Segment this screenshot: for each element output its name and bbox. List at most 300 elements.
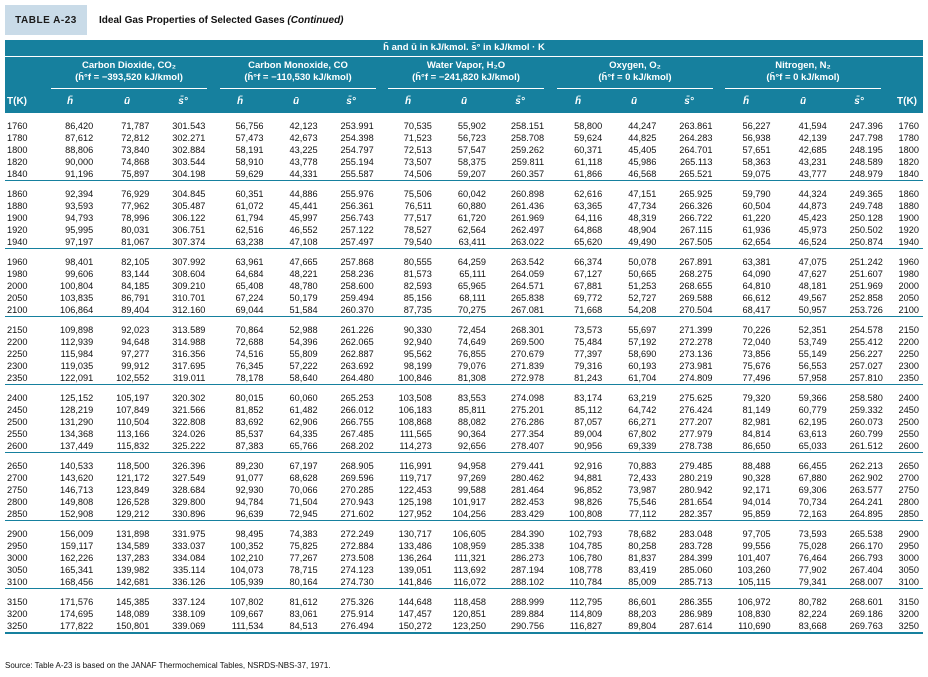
value-cell: 273.508 — [340, 553, 374, 563]
value-cell: 61,118 — [574, 157, 603, 167]
value-cell: 317.695 — [172, 361, 206, 371]
value-cell: 112,939 — [60, 337, 94, 347]
value-cell: 324.026 — [172, 429, 206, 439]
value-cell: 44,886 — [289, 189, 318, 199]
value-cell: 63,411 — [458, 237, 486, 247]
value-cell: 277.207 — [679, 417, 713, 427]
value-cell: 253.991 — [340, 121, 374, 131]
value-cell: 116,827 — [569, 621, 603, 631]
value-cell: 306.751 — [172, 225, 206, 235]
gas-header-co2 — [51, 60, 207, 84]
value-cell: 275.914 — [340, 609, 374, 619]
value-cell: 63,961 — [235, 257, 264, 267]
group-separator — [5, 521, 923, 529]
value-cell: 64,335 — [289, 429, 318, 439]
value-cell: 44,873 — [798, 201, 827, 211]
value-cell: 114,273 — [399, 441, 432, 451]
value-cell: 97,705 — [742, 529, 771, 539]
value-cell: 276.494 — [340, 621, 374, 631]
value-cell: 258.236 — [340, 269, 374, 279]
value-cell: 65,766 — [289, 441, 318, 451]
value-cell: 89,804 — [628, 621, 657, 631]
value-cell: 106,864 — [59, 305, 94, 315]
value-cell: 144,648 — [398, 597, 432, 607]
value-cell: 60,060 — [289, 393, 318, 403]
value-cell: 274.809 — [679, 373, 713, 383]
value-cell: 60,779 — [798, 405, 827, 415]
value-cell: 268.905 — [340, 461, 374, 471]
temperature-cell: 2500 — [898, 417, 919, 427]
value-cell: 272.884 — [340, 541, 374, 551]
gas-header-n2 — [725, 60, 881, 84]
temperature-cell: 2800 — [898, 497, 919, 507]
subheader-u: ū — [630, 96, 638, 107]
value-cell: 87,383 — [235, 441, 264, 451]
value-cell: 60,880 — [457, 201, 486, 211]
value-cell: 174,695 — [59, 609, 94, 619]
value-cell: 90,364 — [457, 429, 486, 439]
value-cell: 123,849 — [116, 485, 150, 495]
value-cell: 86,420 — [65, 121, 94, 131]
table-row — [5, 596, 923, 608]
value-cell: 258.151 — [510, 121, 545, 131]
value-cell: 106,183 — [398, 405, 432, 415]
value-cell: 106,972 — [737, 597, 771, 607]
value-cell: 84,185 — [121, 281, 150, 291]
value-cell: 115,984 — [60, 349, 94, 359]
temperature-cell: 2500 — [7, 417, 28, 427]
value-cell: 92,656 — [457, 441, 486, 451]
value-cell: 66,374 — [574, 257, 603, 267]
value-cell: 94,958 — [457, 461, 486, 471]
header-underline — [220, 88, 376, 89]
value-cell: 70,734 — [798, 497, 827, 507]
value-cell: 98,826 — [574, 497, 603, 507]
group-separator — [5, 181, 923, 189]
value-cell: 116,991 — [399, 461, 432, 471]
value-cell: 52,988 — [289, 325, 318, 335]
value-cell: 116,072 — [453, 577, 486, 587]
value-cell: 72,454 — [457, 325, 486, 335]
value-cell: 104,073 — [230, 565, 264, 575]
value-cell: 268.007 — [849, 577, 883, 587]
table-row — [5, 144, 923, 156]
value-cell: 285.713 — [679, 577, 713, 587]
value-cell: 100,804 — [59, 281, 94, 291]
table-title-continued: (Continued) — [287, 14, 344, 26]
table-row — [5, 292, 923, 304]
value-cell: 65,620 — [574, 237, 603, 247]
value-cell: 85,537 — [235, 429, 264, 439]
value-cell: 43,225 — [289, 145, 318, 155]
value-cell: 64,810 — [742, 281, 771, 291]
value-cell: 46,568 — [628, 169, 657, 179]
data-table — [5, 113, 923, 632]
value-cell: 93,593 — [65, 201, 94, 211]
value-cell: 268.301 — [510, 325, 545, 335]
table-title-text: Ideal Gas Properties of Selected Gases — [99, 14, 285, 26]
value-cell: 61,220 — [742, 213, 771, 223]
value-cell: 269.588 — [679, 293, 713, 303]
value-cell: 247.798 — [849, 133, 883, 143]
value-cell: 82,224 — [798, 609, 827, 619]
subheader-h: h̄ — [404, 96, 412, 107]
value-cell: 77,496 — [742, 373, 771, 383]
value-cell: 70,066 — [289, 485, 318, 495]
value-cell: 81,243 — [574, 373, 603, 383]
value-cell: 266.170 — [849, 541, 883, 551]
table-row — [5, 132, 923, 144]
value-cell: 48,221 — [289, 269, 318, 279]
value-cell: 316.356 — [172, 349, 206, 359]
header-underline — [557, 88, 713, 89]
value-cell: 322.808 — [172, 417, 206, 427]
temperature-cell: 2550 — [7, 429, 28, 439]
value-cell: 121,172 — [116, 473, 150, 483]
value-cell: 281.654 — [679, 497, 713, 507]
header-underline — [388, 88, 544, 89]
value-cell: 52,727 — [628, 293, 657, 303]
value-cell: 98,495 — [235, 529, 264, 539]
temperature-cell: 1760 — [898, 121, 919, 131]
value-cell: 94,881 — [574, 473, 603, 483]
value-cell: 257.868 — [340, 257, 374, 267]
value-cell: 50,957 — [798, 305, 827, 315]
value-cell: 71,504 — [289, 497, 318, 507]
value-cell: 268.275 — [679, 269, 713, 279]
table-row — [5, 508, 923, 521]
temperature-cell: 1960 — [7, 257, 28, 267]
value-cell: 259.332 — [849, 405, 883, 415]
table-body — [5, 113, 923, 632]
value-cell: 266.755 — [340, 417, 374, 427]
value-cell: 110,690 — [738, 621, 771, 631]
temperature-cell: 1900 — [898, 213, 919, 223]
value-cell: 48,904 — [628, 225, 657, 235]
value-cell: 97,197 — [65, 237, 94, 247]
value-cell: 43,778 — [289, 157, 318, 167]
value-cell: 134,368 — [59, 429, 94, 439]
value-cell: 67,224 — [235, 293, 264, 303]
value-cell: 259.811 — [511, 157, 545, 167]
temperature-cell: 1840 — [7, 169, 28, 179]
value-cell: 137,283 — [116, 553, 150, 563]
value-cell: 44,247 — [628, 121, 657, 131]
value-cell: 118,500 — [116, 461, 150, 471]
temperature-cell: 3150 — [898, 597, 919, 607]
value-cell: 61,720 — [457, 213, 486, 223]
value-cell: 66,612 — [742, 293, 771, 303]
value-cell: 80,164 — [289, 577, 318, 587]
value-cell: 113,166 — [116, 429, 150, 439]
value-cell: 104,256 — [452, 509, 486, 519]
temperature-cell: 2550 — [898, 429, 919, 439]
value-cell: 50,179 — [289, 293, 318, 303]
value-cell: 270.943 — [340, 497, 374, 507]
value-cell: 248.979 — [849, 169, 883, 179]
temperature-cell: 3250 — [898, 621, 919, 631]
value-cell: 81,573 — [403, 269, 432, 279]
value-cell: 64,116 — [574, 213, 603, 223]
value-cell: 83,061 — [289, 609, 318, 619]
value-cell: 61,794 — [235, 213, 264, 223]
value-cell: 67,880 — [798, 473, 827, 483]
temperature-cell: 2600 — [898, 441, 919, 451]
temperature-cell: 2900 — [898, 529, 919, 539]
value-cell: 130,717 — [398, 529, 432, 539]
value-cell: 96,852 — [574, 485, 603, 495]
value-cell: 41,594 — [798, 121, 827, 131]
value-cell: 309.210 — [172, 281, 206, 291]
value-cell: 46,524 — [798, 237, 827, 247]
value-cell: 79,320 — [742, 393, 771, 403]
value-cell: 111,534 — [231, 621, 264, 631]
value-cell: 55,149 — [798, 349, 827, 359]
value-cell: 85,811 — [458, 405, 486, 415]
value-cell: 256.227 — [849, 349, 883, 359]
value-cell: 271.399 — [679, 325, 713, 335]
value-cell: 261.512 — [849, 441, 883, 451]
value-cell: 75,825 — [289, 541, 318, 551]
table-tag: TABLE A-23 — [5, 5, 87, 35]
value-cell: 145,385 — [116, 597, 150, 607]
value-cell: 333.037 — [172, 541, 206, 551]
value-cell: 262.213 — [849, 461, 883, 471]
value-cell: 266.722 — [679, 213, 713, 223]
value-cell: 79,076 — [457, 361, 486, 371]
value-cell: 270.504 — [679, 305, 713, 315]
value-cell: 72,945 — [289, 509, 318, 519]
value-cell: 78,682 — [628, 529, 657, 539]
value-cell: 88,488 — [742, 461, 771, 471]
value-cell: 57,473 — [235, 133, 264, 143]
value-cell: 260.073 — [849, 417, 883, 427]
value-cell: 56,756 — [235, 121, 264, 131]
value-cell: 271.602 — [340, 509, 374, 519]
temperature-cell: 3150 — [7, 597, 28, 607]
value-cell: 60,371 — [574, 145, 603, 155]
value-cell: 70,226 — [742, 325, 771, 335]
gas-name: Carbon Monoxide, CO — [248, 60, 348, 71]
value-cell: 69,339 — [628, 441, 657, 451]
subheader-u: ū — [799, 96, 807, 107]
value-cell: 84,513 — [289, 621, 318, 631]
bottom-rule — [5, 632, 923, 634]
value-cell: 72,688 — [235, 337, 264, 347]
value-cell: 77,902 — [798, 565, 827, 575]
value-cell: 113,692 — [453, 565, 486, 575]
value-cell: 67,127 — [574, 269, 603, 279]
value-cell: 60,504 — [742, 201, 771, 211]
value-cell: 54,208 — [628, 305, 657, 315]
value-cell: 275.625 — [679, 393, 713, 403]
value-cell: 268.601 — [849, 597, 883, 607]
value-cell: 254.398 — [340, 133, 374, 143]
value-cell: 67,802 — [628, 429, 657, 439]
header-underline — [51, 88, 207, 89]
value-cell: 65,033 — [798, 441, 827, 451]
value-cell: 91,077 — [235, 473, 264, 483]
temperature-cell: 1820 — [7, 157, 28, 167]
value-cell: 44,324 — [798, 189, 827, 199]
value-cell: 279.485 — [679, 461, 713, 471]
table-row — [5, 404, 923, 416]
subheader-u: ū — [123, 96, 131, 107]
value-cell: 265.113 — [679, 157, 713, 167]
value-cell: 260.898 — [510, 189, 545, 199]
table-row — [5, 528, 923, 540]
value-cell: 82,593 — [403, 281, 432, 291]
value-cell: 140,533 — [59, 461, 94, 471]
value-cell: 302.271 — [172, 133, 206, 143]
table-row — [5, 168, 923, 181]
value-cell: 137,449 — [59, 441, 94, 451]
value-cell: 257.497 — [340, 237, 374, 247]
value-cell: 62,564 — [457, 225, 486, 235]
value-cell: 284.390 — [510, 529, 545, 539]
temperature-cell: 2450 — [898, 405, 919, 415]
value-cell: 336.126 — [172, 577, 206, 587]
value-cell: 78,527 — [403, 225, 432, 235]
value-cell: 81,852 — [235, 405, 264, 415]
value-cell: 83,668 — [798, 621, 827, 631]
group-separator — [5, 385, 923, 393]
value-cell: 75,484 — [574, 337, 603, 347]
value-cell: 267.505 — [679, 237, 713, 247]
temperature-cell: 3100 — [898, 577, 919, 587]
value-cell: 88,082 — [457, 417, 486, 427]
gas-enthalpy: (h̄°f = −241,820 kJ/kmol) — [412, 72, 520, 83]
value-cell: 92,394 — [65, 189, 94, 199]
value-cell: 326.396 — [172, 461, 206, 471]
value-cell: 168,456 — [59, 577, 94, 587]
value-cell: 250.874 — [849, 237, 883, 247]
value-cell: 68,417 — [742, 305, 771, 315]
value-cell: 97,277 — [121, 349, 150, 359]
value-cell: 88,203 — [628, 609, 657, 619]
value-cell: 74,649 — [457, 337, 486, 347]
value-cell: 255.587 — [340, 169, 374, 179]
temperature-cell: 3200 — [898, 609, 919, 619]
value-cell: 269.500 — [510, 337, 545, 347]
gas-name: Nitrogen, N₂ — [775, 60, 831, 71]
table-row — [5, 496, 923, 508]
gas-header-o2 — [557, 60, 713, 84]
value-cell: 263.577 — [849, 485, 883, 495]
temperature-cell: 2750 — [7, 485, 28, 495]
table-row — [5, 576, 923, 589]
subheader-s: s̄° — [684, 96, 694, 107]
value-cell: 262.902 — [849, 473, 883, 483]
table-row — [5, 392, 923, 404]
value-cell: 102,552 — [116, 373, 150, 383]
table-row — [5, 268, 923, 280]
value-cell: 44,825 — [628, 133, 657, 143]
value-cell: 59,207 — [457, 169, 486, 179]
table-row — [5, 120, 923, 132]
value-cell: 60,351 — [235, 189, 264, 199]
value-cell: 79,540 — [403, 237, 432, 247]
subheader-u: ū — [460, 96, 468, 107]
value-cell: 103,260 — [737, 565, 771, 575]
value-cell: 109,898 — [59, 325, 94, 335]
value-cell: 65,408 — [235, 281, 264, 291]
value-cell: 259.262 — [510, 145, 545, 155]
value-cell: 303.544 — [172, 157, 206, 167]
value-cell: 72,433 — [628, 473, 657, 483]
value-cell: 280.219 — [679, 473, 713, 483]
value-cell: 313.589 — [172, 325, 206, 335]
table-row — [5, 372, 923, 385]
subheader-s: s̄° — [854, 96, 864, 107]
value-cell: 108,959 — [452, 541, 486, 551]
value-cell: 67,197 — [289, 461, 318, 471]
value-cell: 55,902 — [457, 121, 486, 131]
value-cell: 47,108 — [289, 237, 318, 247]
value-cell: 261.969 — [510, 213, 545, 223]
value-cell: 60,193 — [628, 361, 657, 371]
value-cell: 254.578 — [849, 325, 883, 335]
value-cell: 82,105 — [121, 257, 150, 267]
value-cell: 69,772 — [574, 293, 603, 303]
temperature-cell: 2800 — [7, 497, 28, 507]
value-cell: 286.273 — [510, 553, 545, 563]
temperature-cell: 2700 — [7, 473, 28, 483]
value-cell: 267.081 — [510, 305, 545, 315]
temperature-cell: 2850 — [898, 509, 919, 519]
value-cell: 54,396 — [289, 337, 318, 347]
value-cell: 282.453 — [510, 497, 545, 507]
value-cell: 58,640 — [289, 373, 318, 383]
value-cell: 66,271 — [628, 417, 657, 427]
value-cell: 62,616 — [574, 189, 603, 199]
value-cell: 165,341 — [59, 565, 94, 575]
value-cell: 53,749 — [798, 337, 827, 347]
value-cell: 105,939 — [230, 577, 264, 587]
subheader-s: s̄° — [346, 96, 356, 107]
value-cell: 319.011 — [172, 373, 206, 383]
value-cell: 65,965 — [457, 281, 486, 291]
value-cell: 71,668 — [574, 305, 603, 315]
value-cell: 42,673 — [289, 133, 318, 143]
temperature-cell: 2400 — [898, 393, 919, 403]
value-cell: 266.793 — [849, 553, 883, 563]
value-cell: 45,441 — [289, 201, 318, 211]
subcolumn-headers — [5, 93, 923, 111]
value-cell: 150,272 — [398, 621, 432, 631]
value-cell: 264.571 — [510, 281, 545, 291]
temperature-cell: 1900 — [7, 213, 28, 223]
value-cell: 48,181 — [798, 281, 827, 291]
value-cell: 100,808 — [569, 509, 603, 519]
table-row — [5, 336, 923, 348]
value-cell: 85,156 — [403, 293, 432, 303]
value-cell: 77,962 — [121, 201, 150, 211]
value-cell: 265.521 — [679, 169, 713, 179]
temperature-cell: 2000 — [898, 281, 919, 291]
table-row — [5, 484, 923, 496]
value-cell: 57,651 — [742, 145, 771, 155]
value-cell: 56,938 — [742, 133, 771, 143]
value-cell: 141,846 — [398, 577, 432, 587]
value-cell: 100,846 — [398, 373, 432, 383]
value-cell: 42,139 — [798, 133, 827, 143]
value-cell: 287.194 — [510, 565, 545, 575]
value-cell: 256.361 — [340, 201, 374, 211]
value-cell: 288.102 — [510, 577, 545, 587]
value-cell: 277.979 — [679, 429, 713, 439]
value-cell: 131,290 — [59, 417, 94, 427]
